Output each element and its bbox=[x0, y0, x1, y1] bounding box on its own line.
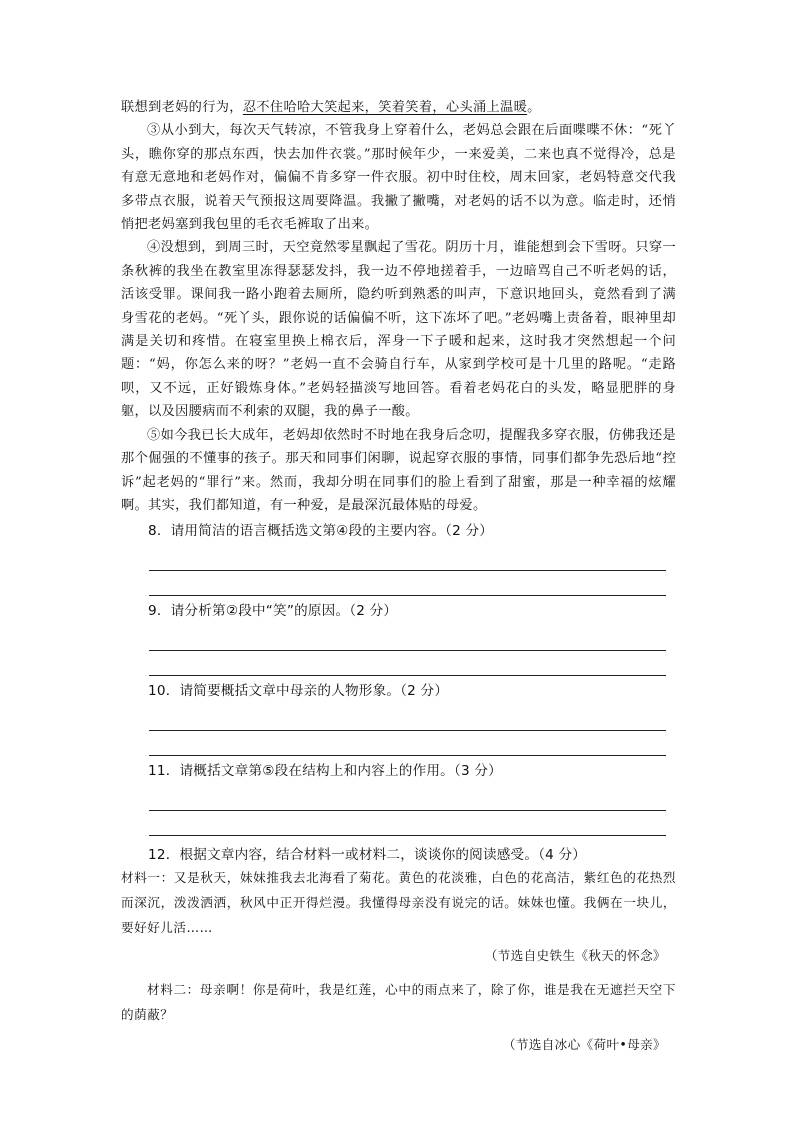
question-10 bbox=[121, 680, 676, 756]
material-1-source: （节选自史铁生《秋天的怀念》 bbox=[484, 947, 666, 963]
answer-line[interactable] bbox=[149, 786, 666, 811]
material-2: 材料二：母亲啊！你是荷叶，我是红莲，心中的雨点来了，除了你，谁是我在无遮拦天空下的荫蔽？ bbox=[121, 981, 676, 1022]
answer-line[interactable] bbox=[149, 626, 666, 651]
answer-line[interactable] bbox=[149, 571, 666, 596]
question-text: 10．请简要概括文章中母亲的人物形象。（2 分） bbox=[148, 683, 449, 700]
answer-area[interactable] bbox=[149, 542, 666, 596]
paragraph-text: 。 bbox=[527, 100, 541, 115]
question-text: 12．根据文章内容，结合材料一或材料二，谈谈你的阅读感受。（4 分） bbox=[148, 847, 587, 864]
exam-content bbox=[121, 96, 676, 1057]
question-text: 8．请用简洁的语言概括选文第④段的主要内容。（2 分） bbox=[148, 523, 494, 540]
underlined-sentence: 忍不住哈哈大笑起来，笑着笑着，心头涌上温暖 bbox=[242, 100, 528, 115]
answer-area[interactable] bbox=[149, 782, 666, 836]
answer-area[interactable] bbox=[149, 702, 666, 756]
material-1: 材料一：又是秋天，妹妹推我去北海看了菊花。黄色的花淡雅，白色的花高洁，紫红色的花热烈而深沉，泼泼洒洒，秋风中正开得烂漫。我懂得母亲没有说完的话。妹妹也懂。我俩在一块儿，要好好儿活…… bbox=[121, 870, 676, 935]
answer-line[interactable] bbox=[149, 546, 666, 571]
passage-paragraph-2-end bbox=[121, 96, 676, 119]
question-text: 9．请分析第②段中“笑”的原因。（2 分） bbox=[148, 603, 398, 620]
question-text: 11．请概括文章第⑤段在结构上和内容上的作用。（3 分） bbox=[148, 763, 502, 780]
question-9 bbox=[121, 600, 676, 676]
paragraph-text: 联想到老妈的行为， bbox=[121, 100, 243, 115]
question-11 bbox=[121, 760, 676, 836]
passage-paragraph-3: ③从小到大，每次天气转凉，不管我身上穿着什么，老妈总会跟在后面喋喋不休：“死丫头，瞧你穿的那点东西，快去加件衣裳。”那时候年少，一来爱美，二来也真不觉得冷，总是有意无意地和老妈作对，偏偏不肯多穿一件衣服。初中时住校，周末回家，老妈特意交代我多带点衣服，说着天气预报这周要降温。我撇了撇嘴，对老妈的话不以为意。临走时，还悄悄把老妈塞到我包里的毛衣毛裤取了出来。 bbox=[121, 123, 676, 233]
answer-line[interactable] bbox=[149, 731, 666, 756]
question-8 bbox=[121, 520, 676, 596]
answer-area[interactable] bbox=[149, 622, 666, 676]
passage-paragraph-5: ⑤如今我已长大成年，老妈却依然时不时地在我身后念叨，提醒我多穿衣服，仿佛我还是那个倔强的不懂事的孩子。那天和同事们闲聊，说起穿衣服的事情，同事们都争先恐后地“控诉”起老妈的“罪行”来。然而，我却分明在同事们的脸上看到了甜蜜，那是一种幸福的炫耀啊。其实，我们都知道，有一种爱，是最深沉最体贴的母爱。 bbox=[121, 427, 676, 513]
answer-line[interactable] bbox=[149, 811, 666, 836]
question-12 bbox=[121, 844, 676, 1057]
answer-line[interactable] bbox=[149, 706, 666, 731]
material-2-source: （节选自冰心《荷叶•母亲》 bbox=[502, 1037, 666, 1053]
answer-line[interactable] bbox=[149, 651, 666, 676]
passage-paragraph-4: ④没想到，到周三时，天空竟然零星飘起了雪花。阴历十月，谁能想到会下雪呀。只穿一条秋裤的我坐在教室里冻得瑟瑟发抖，我一边不停地搓着手，一边暗骂自己不听老妈的话，活该受罪。课间我一路小跑着去厕所，隐约听到熟悉的叫声，下意识地回头，竟然看到了满身雪花的老妈。“死丫头，跟你说的话偏偏不听，这下冻坏了吧。”老妈嘴上责备着，眼神里却满是关切和疼惜。在寝室里换上棉衣后，浑身一下子暖和起来，这时我才突然想起一个问题：“妈，你怎么来的呀？”老妈一直不会骑自行车，从家到学校可是十几里的路呢。“走路呗，又不远，正好锻炼身体。”老妈轻描淡写地回答。看着老妈花白的头发，略显肥胖的身躯，以及因腰病而不利索的双腿，我的鼻子一酸。 bbox=[121, 240, 676, 420]
